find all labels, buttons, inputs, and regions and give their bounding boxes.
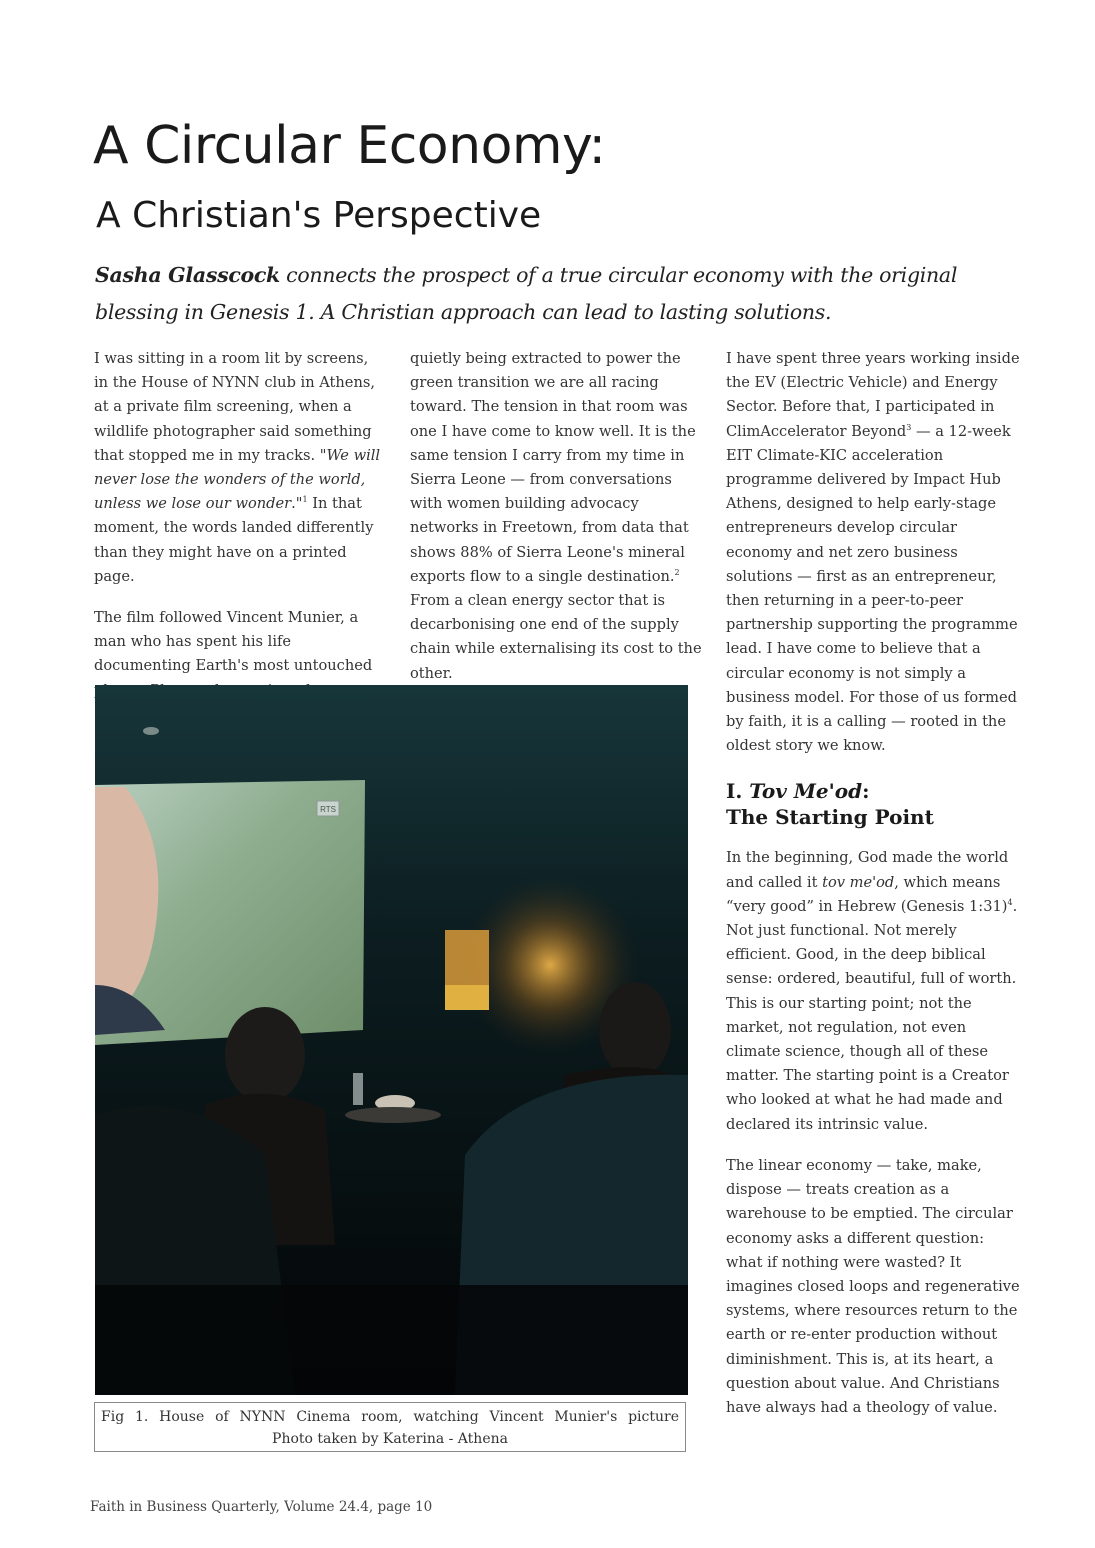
text-run: I have spent three years working inside the EV (Electric Vehicle) and Energy Sector. Before that, I participated in ClimAccelerator Beyond: [726, 350, 1020, 440]
text-run: . Not just functional. Not merely efficient. Good, in the deep biblical sense: ordered, beautiful, full of worth. This is our starting point; not the market, not regulation, not even climate science, though all of these matter. The starting point is a Creator who looked at what he had made and declared its intrinsic value.: [726, 897, 1018, 1133]
heading-number: I.: [726, 779, 750, 804]
hebrew-term: tov me'od: [822, 873, 895, 891]
footnote-ref-3: 3: [906, 422, 912, 432]
standfirst-author: Sasha Glasscock: [95, 263, 280, 287]
col1-paragraph-1: [94, 347, 386, 589]
display-case-base: [445, 985, 489, 1010]
text-run: In that moment, the words landed differently than they might have on a printed page.: [94, 495, 374, 585]
text-run: .": [291, 495, 303, 513]
column-2: [410, 347, 702, 686]
text-run: In the beginning, God made the world and called it: [726, 849, 1009, 891]
caption-line-2: Photo taken by Katerina - Athena: [272, 1431, 508, 1447]
cinema-photo: [95, 685, 688, 1395]
col3-paragraph-1: [726, 347, 1024, 758]
pull-quote: We will never lose the wonders of the world, unless we lose our wonder: [94, 446, 381, 513]
screen-logo-text: RTS: [320, 805, 336, 814]
caption-line-1: Fig 1. House of NYNN Cinema room, watching Vincent Munier's picture: [101, 1409, 679, 1425]
col1-paragraph-2: The film followed Vincent Munier, a man who has spent his life documenting Earth's most untouched: [94, 609, 373, 675]
side-table: [345, 1107, 441, 1123]
text-run: I was sitting in a room lit by screens, in the House of NYNN club in Athens, at a private film screening, when a wildlife photographer said something that stopped me in my tracks. ": [94, 350, 375, 464]
foreground-shadow: [95, 1285, 688, 1395]
standfirst: [95, 257, 1025, 331]
text-run: From a clean energy sector that is decarbonising one end of the supply chain while externalising its cost to the other.: [410, 592, 702, 682]
footnote-ref-2: 2: [674, 567, 680, 577]
text-run: , which means “very good” in Hebrew (Genesis 1:31): [726, 873, 1008, 915]
heading-italic: Tov Me'od: [749, 779, 863, 804]
column-3: [726, 347, 1024, 1420]
viewer-head-left: [225, 1007, 305, 1103]
water-bottle: [353, 1073, 363, 1105]
text-run: quietly being extracted to power the green transition we are all racing toward. The tension in that room was one I have come to know well. It is the same tension I carry from my time in Sierra Leone — from conversations with women building advocacy networks in Freetown, from data that shows 88% of Sierra Leone's mineral exports flow to a single destination.: [410, 350, 696, 585]
ceiling-light: [143, 727, 159, 735]
standfirst-text: connects the prospect of a true circular economy with the original blessing in Genesis 1. A Christian approach can lead to lasting solutions.: [95, 263, 958, 324]
col3-paragraph-3: The linear economy — take, make, dispose — treats creation as a warehouse to be emptied. The circular economy asks a different question: what if nothing were wasted? It imagines closed loops and regenerative systems, where resources return to the earth or re-enter production without diminishment. This is, at its heart, a question about value. And Christians have always had a theology of value.: [726, 1156, 1020, 1416]
figure-caption: [94, 1402, 686, 1452]
footnote-ref-4: 4: [1007, 898, 1013, 907]
footnote-ref-1: 1: [302, 495, 308, 505]
article-title: A Circular Economy:: [93, 116, 606, 176]
heading-line-2: The Starting Point: [726, 805, 934, 830]
column-1: [94, 347, 386, 703]
article-subtitle: A Christian's Perspective: [96, 195, 542, 236]
section-heading: [726, 778, 1024, 830]
col2-paragraph-1: [410, 347, 702, 686]
heading-colon: :: [862, 779, 870, 804]
page-footer: Faith in Business Quarterly, Volume 24.4, page 10: [90, 1499, 433, 1515]
viewer-head-right: [599, 982, 671, 1078]
cinema-scene-illustration: [95, 685, 688, 1395]
text-run: — a 12-week EIT Climate-KIC acceleration programme delivered by Impact Hub Athens, designed to help early-stage entrepreneurs develop circular economy and net zero business solutions — first as an entrepreneur, then returning in a peer-to-peer partnership supporting the programme lead. I have come to believe that a circular economy is not simply a business model. For those of us formed by faith, it is a calling — rooted in the oldest story we know.: [726, 422, 1018, 755]
col3-paragraph-2: [726, 846, 1024, 1136]
